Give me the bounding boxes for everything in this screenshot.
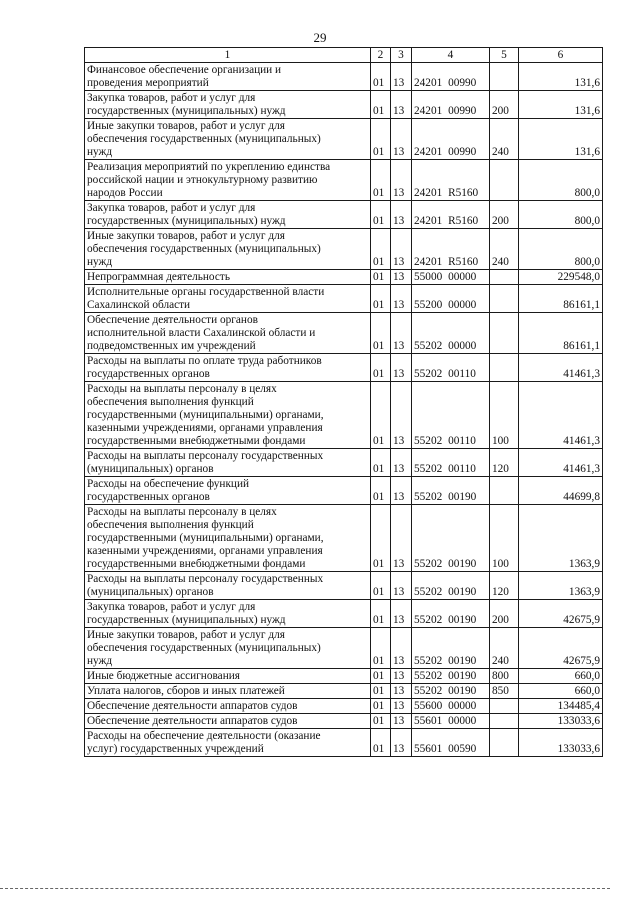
row-amount-cell: 42675,9 — [519, 628, 603, 669]
row-subsection-cell: 13 — [391, 477, 412, 505]
row-expense-type-cell — [490, 714, 519, 729]
row-target-article-cell: 55600 00000 — [412, 699, 490, 714]
table-body — [85, 63, 603, 757]
row-name-cell: Закупка товаров, работ и услуг для государственных (муниципальных) нужд — [85, 600, 371, 628]
row-amount-cell: 800,0 — [519, 229, 603, 270]
row-expense-type-cell: 240 — [490, 229, 519, 270]
row-subsection-cell: 13 — [391, 63, 412, 91]
row-target-article-cell: 24201 R5160 — [412, 201, 490, 229]
row-expense-type-cell: 800 — [490, 669, 519, 684]
row-subsection-cell: 13 — [391, 91, 412, 119]
row-subsection-cell: 13 — [391, 160, 412, 201]
row-expense-type-cell — [490, 270, 519, 285]
table-row — [85, 699, 603, 714]
table-row — [85, 382, 603, 449]
row-name-cell: Иные закупки товаров, работ и услуг для обеспечения государственных (муниципальных) нужд — [85, 119, 371, 160]
table-row — [85, 684, 603, 699]
row-expense-type-cell: 240 — [490, 119, 519, 160]
row-section-cell: 01 — [371, 477, 391, 505]
row-amount-cell: 133033,6 — [519, 729, 603, 757]
budget-table — [84, 47, 603, 757]
row-target-article-cell: 55601 00590 — [412, 729, 490, 757]
table-row — [85, 285, 603, 313]
row-amount-cell: 41461,3 — [519, 449, 603, 477]
row-amount-cell: 800,0 — [519, 201, 603, 229]
table-row — [85, 63, 603, 91]
row-expense-type-cell: 240 — [490, 628, 519, 669]
row-section-cell: 01 — [371, 382, 391, 449]
table-row — [85, 628, 603, 669]
row-target-article-cell: 55202 00110 — [412, 449, 490, 477]
row-expense-type-cell: 120 — [490, 572, 519, 600]
table-row — [85, 160, 603, 201]
row-amount-cell: 86161,1 — [519, 285, 603, 313]
row-amount-cell: 131,6 — [519, 63, 603, 91]
row-name-cell: Непрограммная деятельность — [85, 270, 371, 285]
row-name-cell: Расходы на выплаты по оплате труда работников государственных органов — [85, 354, 371, 382]
row-amount-cell: 131,6 — [519, 119, 603, 160]
row-target-article-cell: 24201 R5160 — [412, 160, 490, 201]
row-target-article-cell: 55202 00190 — [412, 684, 490, 699]
row-expense-type-cell — [490, 699, 519, 714]
row-amount-cell: 42675,9 — [519, 600, 603, 628]
row-expense-type-cell: 100 — [490, 382, 519, 449]
row-name-cell: Иные бюджетные ассигнования — [85, 669, 371, 684]
row-subsection-cell: 13 — [391, 382, 412, 449]
row-subsection-cell: 13 — [391, 714, 412, 729]
table-row — [85, 669, 603, 684]
row-target-article-cell: 55202 00190 — [412, 572, 490, 600]
row-amount-cell: 229548,0 — [519, 270, 603, 285]
row-amount-cell: 1363,9 — [519, 572, 603, 600]
row-subsection-cell: 13 — [391, 505, 412, 572]
row-section-cell: 01 — [371, 313, 391, 354]
row-target-article-cell: 55202 00110 — [412, 354, 490, 382]
row-section-cell: 01 — [371, 63, 391, 91]
row-section-cell: 01 — [371, 684, 391, 699]
row-section-cell: 01 — [371, 229, 391, 270]
row-subsection-cell: 13 — [391, 449, 412, 477]
row-section-cell: 01 — [371, 505, 391, 572]
row-amount-cell: 41461,3 — [519, 382, 603, 449]
row-name-cell: Иные закупки товаров, работ и услуг для обеспечения государственных (муниципальных) нужд — [85, 229, 371, 270]
header-col-4: 4 — [412, 48, 490, 63]
table-row — [85, 91, 603, 119]
row-name-cell: Расходы на выплаты персоналу государственных (муниципальных) органов — [85, 449, 371, 477]
row-target-article-cell: 55202 00190 — [412, 669, 490, 684]
row-target-article-cell: 55000 00000 — [412, 270, 490, 285]
row-target-article-cell: 24201 00990 — [412, 91, 490, 119]
table-row — [85, 729, 603, 757]
row-expense-type-cell — [490, 477, 519, 505]
row-name-cell: Расходы на выплаты персоналу государственных (муниципальных) органов — [85, 572, 371, 600]
row-section-cell: 01 — [371, 201, 391, 229]
row-subsection-cell: 13 — [391, 119, 412, 160]
row-expense-type-cell — [490, 160, 519, 201]
table-row — [85, 600, 603, 628]
table-row — [85, 229, 603, 270]
row-subsection-cell: 13 — [391, 313, 412, 354]
row-expense-type-cell — [490, 354, 519, 382]
row-expense-type-cell — [490, 729, 519, 757]
table-row — [85, 270, 603, 285]
table-row — [85, 201, 603, 229]
row-section-cell: 01 — [371, 628, 391, 669]
row-target-article-cell: 55200 00000 — [412, 285, 490, 313]
row-amount-cell: 133033,6 — [519, 714, 603, 729]
row-amount-cell: 44699,8 — [519, 477, 603, 505]
table-header-row — [85, 48, 603, 63]
row-expense-type-cell: 200 — [490, 600, 519, 628]
row-subsection-cell: 13 — [391, 201, 412, 229]
row-name-cell: Расходы на обеспечение деятельности (оказание услуг) государственных учреждений — [85, 729, 371, 757]
row-name-cell: Обеспечение деятельности аппаратов судов — [85, 714, 371, 729]
row-expense-type-cell — [490, 285, 519, 313]
row-name-cell: Исполнительные органы государственной власти Сахалинской области — [85, 285, 371, 313]
footer-dashed-line — [0, 888, 610, 889]
row-section-cell: 01 — [371, 699, 391, 714]
row-amount-cell: 660,0 — [519, 669, 603, 684]
row-section-cell: 01 — [371, 285, 391, 313]
row-name-cell: Расходы на обеспечение функций государственных органов — [85, 477, 371, 505]
row-expense-type-cell: 200 — [490, 201, 519, 229]
row-expense-type-cell — [490, 313, 519, 354]
row-amount-cell: 1363,9 — [519, 505, 603, 572]
row-amount-cell: 41461,3 — [519, 354, 603, 382]
row-amount-cell: 131,6 — [519, 91, 603, 119]
row-target-article-cell: 55202 00190 — [412, 600, 490, 628]
row-section-cell: 01 — [371, 160, 391, 201]
row-subsection-cell: 13 — [391, 684, 412, 699]
row-name-cell: Расходы на выплаты персоналу в целях обеспечения выполнения функций государственными (муниципальными) органами, казенными учреждениями, органами управления государственными внебюджетными фондами — [85, 505, 371, 572]
row-subsection-cell: 13 — [391, 354, 412, 382]
row-section-cell: 01 — [371, 270, 391, 285]
row-target-article-cell: 55202 00190 — [412, 505, 490, 572]
row-subsection-cell: 13 — [391, 628, 412, 669]
row-section-cell: 01 — [371, 91, 391, 119]
row-section-cell: 01 — [371, 600, 391, 628]
table-row — [85, 477, 603, 505]
row-name-cell: Финансовое обеспечение организации и проведения мероприятий — [85, 63, 371, 91]
row-amount-cell: 86161,1 — [519, 313, 603, 354]
row-amount-cell: 800,0 — [519, 160, 603, 201]
row-section-cell: 01 — [371, 449, 391, 477]
header-col-3: 3 — [391, 48, 412, 63]
table-row — [85, 505, 603, 572]
row-name-cell: Обеспечение деятельности органов исполнительной власти Сахалинской области и подведомственных им учреждений — [85, 313, 371, 354]
header-col-5: 5 — [490, 48, 519, 63]
row-target-article-cell: 24201 00990 — [412, 119, 490, 160]
row-target-article-cell: 55202 00000 — [412, 313, 490, 354]
row-section-cell: 01 — [371, 714, 391, 729]
row-subsection-cell: 13 — [391, 600, 412, 628]
row-subsection-cell: 13 — [391, 669, 412, 684]
row-section-cell: 01 — [371, 119, 391, 160]
row-subsection-cell: 13 — [391, 270, 412, 285]
row-name-cell: Уплата налогов, сборов и иных платежей — [85, 684, 371, 699]
row-expense-type-cell: 120 — [490, 449, 519, 477]
table-row — [85, 572, 603, 600]
row-target-article-cell: 55601 00000 — [412, 714, 490, 729]
table-row — [85, 354, 603, 382]
row-subsection-cell: 13 — [391, 229, 412, 270]
row-name-cell: Закупка товаров, работ и услуг для государственных (муниципальных) нужд — [85, 91, 371, 119]
row-name-cell: Реализация мероприятий по укреплению единства российской нации и этнокультурному развитию народов России — [85, 160, 371, 201]
row-name-cell: Расходы на выплаты персоналу в целях обеспечения выполнения функций государственными (муниципальными) органами, казенными учреждениями, органами управления государственными внебюджетными фондами — [85, 382, 371, 449]
table-row — [85, 313, 603, 354]
header-col-2: 2 — [371, 48, 391, 63]
row-target-article-cell: 55202 00190 — [412, 628, 490, 669]
row-amount-cell: 660,0 — [519, 684, 603, 699]
row-section-cell: 01 — [371, 669, 391, 684]
row-target-article-cell: 24201 00990 — [412, 63, 490, 91]
row-expense-type-cell: 850 — [490, 684, 519, 699]
page-number: 29 — [313, 30, 327, 45]
row-name-cell: Обеспечение деятельности аппаратов судов — [85, 699, 371, 714]
row-subsection-cell: 13 — [391, 285, 412, 313]
row-target-article-cell: 24201 R5160 — [412, 229, 490, 270]
row-subsection-cell: 13 — [391, 572, 412, 600]
row-target-article-cell: 55202 00190 — [412, 477, 490, 505]
table-row — [85, 119, 603, 160]
row-section-cell: 01 — [371, 572, 391, 600]
row-amount-cell: 134485,4 — [519, 699, 603, 714]
table-row — [85, 714, 603, 729]
row-section-cell: 01 — [371, 729, 391, 757]
row-section-cell: 01 — [371, 354, 391, 382]
row-expense-type-cell — [490, 63, 519, 91]
row-subsection-cell: 13 — [391, 699, 412, 714]
row-subsection-cell: 13 — [391, 729, 412, 757]
row-target-article-cell: 55202 00110 — [412, 382, 490, 449]
row-name-cell: Иные закупки товаров, работ и услуг для обеспечения государственных (муниципальных) нужд — [85, 628, 371, 669]
row-expense-type-cell: 100 — [490, 505, 519, 572]
header-col-6: 6 — [519, 48, 603, 63]
header-col-1: 1 — [85, 48, 371, 63]
row-expense-type-cell: 200 — [490, 91, 519, 119]
row-name-cell: Закупка товаров, работ и услуг для государственных (муниципальных) нужд — [85, 201, 371, 229]
table-row — [85, 449, 603, 477]
